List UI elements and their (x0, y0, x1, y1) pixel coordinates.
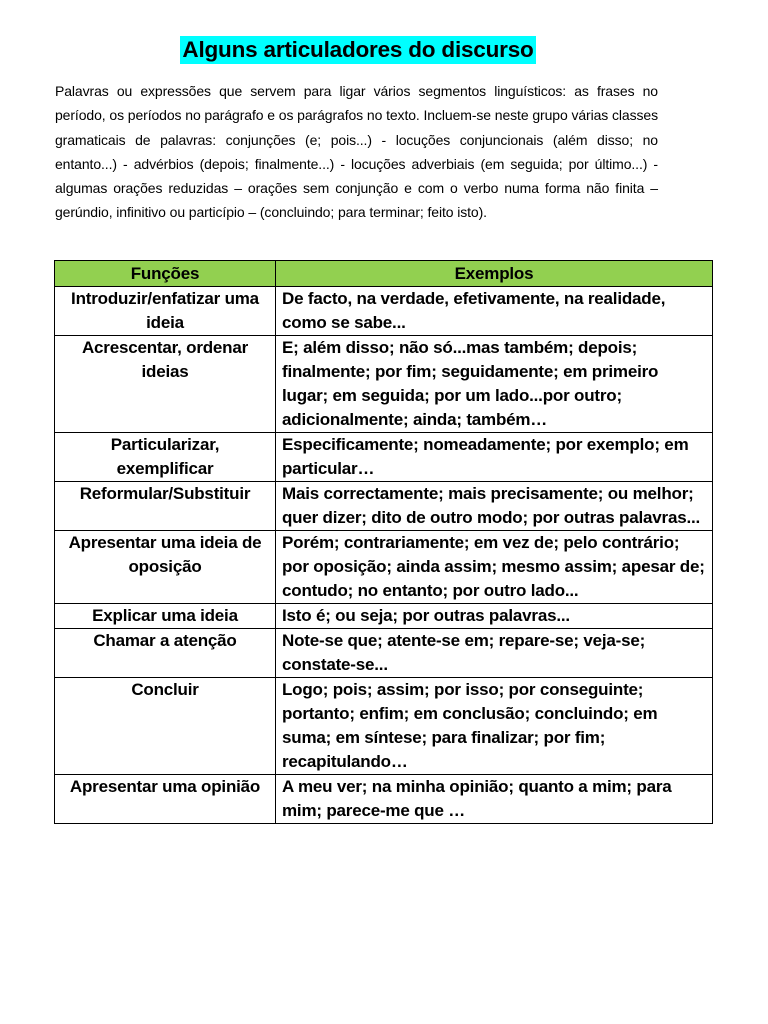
row-exemplos: E; além disso; não só...mas também; depois; finalmente; por fim; seguidamente; em primeiro lugar; em seguida; por um lado...por outro; adicionalmente; ainda; também… (276, 336, 713, 433)
table-row (55, 775, 713, 824)
row-exemplos: De facto, na verdade, efetivamente, na realidade, como se sabe... (276, 287, 713, 336)
intro-paragraph: Palavras ou expressões que servem para ligar vários segmentos linguísticos: as frases no período, os períodos no parágrafo e os parágrafos no texto. Incluem-se neste grupo várias classes gramaticais de palavras: conjunções (e; pois...) - locuções conjuncionais (além disso; no entanto...) - advérbios (depois; finalmente...) - locuções adverbiais (em seguida; por último...) - algumas orações reduzidas – orações sem conjunção e com o verbo numa forma não finita – gerúndio, infinitivo ou particípio – (concluindo; para terminar; feito isto). (55, 83, 658, 221)
row-exemplos: Mais correctamente; mais precisamente; ou melhor; quer dizer; dito de outro modo; por outras palavras... (276, 482, 713, 531)
row-exemplos: A meu ver; na minha opinião; quanto a mim; para mim; parece-me que … (276, 775, 713, 824)
row-funcao: Acrescentar, ordenar ideias (55, 336, 276, 433)
header-exemplos: Exemplos (276, 261, 713, 287)
table-row (55, 531, 713, 604)
row-funcao: Particularizar, exemplificar (55, 433, 276, 482)
row-funcao: Apresentar uma ideia de oposição (55, 531, 276, 604)
title-container (0, 36, 768, 64)
header-funcoes: Funções (55, 261, 276, 287)
table-row (55, 336, 713, 433)
table-row (55, 482, 713, 531)
table-row (55, 604, 713, 629)
row-exemplos: Logo; pois; assim; por isso; por conseguinte; portanto; enfim; em conclusão; concluindo; em suma; em síntese; para finalizar; por fim; recapitulando… (276, 678, 713, 775)
row-funcao: Introduzir/enfatizar uma ideia (55, 287, 276, 336)
table-row (55, 629, 713, 678)
articuladores-table (54, 260, 713, 824)
table-header-row (55, 261, 713, 287)
row-funcao: Apresentar uma opinião (55, 775, 276, 824)
row-exemplos: Isto é; ou seja; por outras palavras... (276, 604, 713, 629)
table-row (55, 678, 713, 775)
row-exemplos: Note-se que; atente-se em; repare-se; veja-se; constate-se... (276, 629, 713, 678)
table-row (55, 287, 713, 336)
row-exemplos: Especificamente; nomeadamente; por exemplo; em particular… (276, 433, 713, 482)
table-row (55, 433, 713, 482)
row-funcao: Concluir (55, 678, 276, 775)
row-funcao: Explicar uma ideia (55, 604, 276, 629)
row-funcao: Chamar a atenção (55, 629, 276, 678)
row-exemplos: Porém; contrariamente; em vez de; pelo contrário; por oposição; ainda assim; mesmo assim; apesar de; contudo; no entanto; por outro lado... (276, 531, 713, 604)
row-funcao: Reformular/Substituir (55, 482, 276, 531)
page-title: Alguns articuladores do discurso (182, 37, 534, 62)
